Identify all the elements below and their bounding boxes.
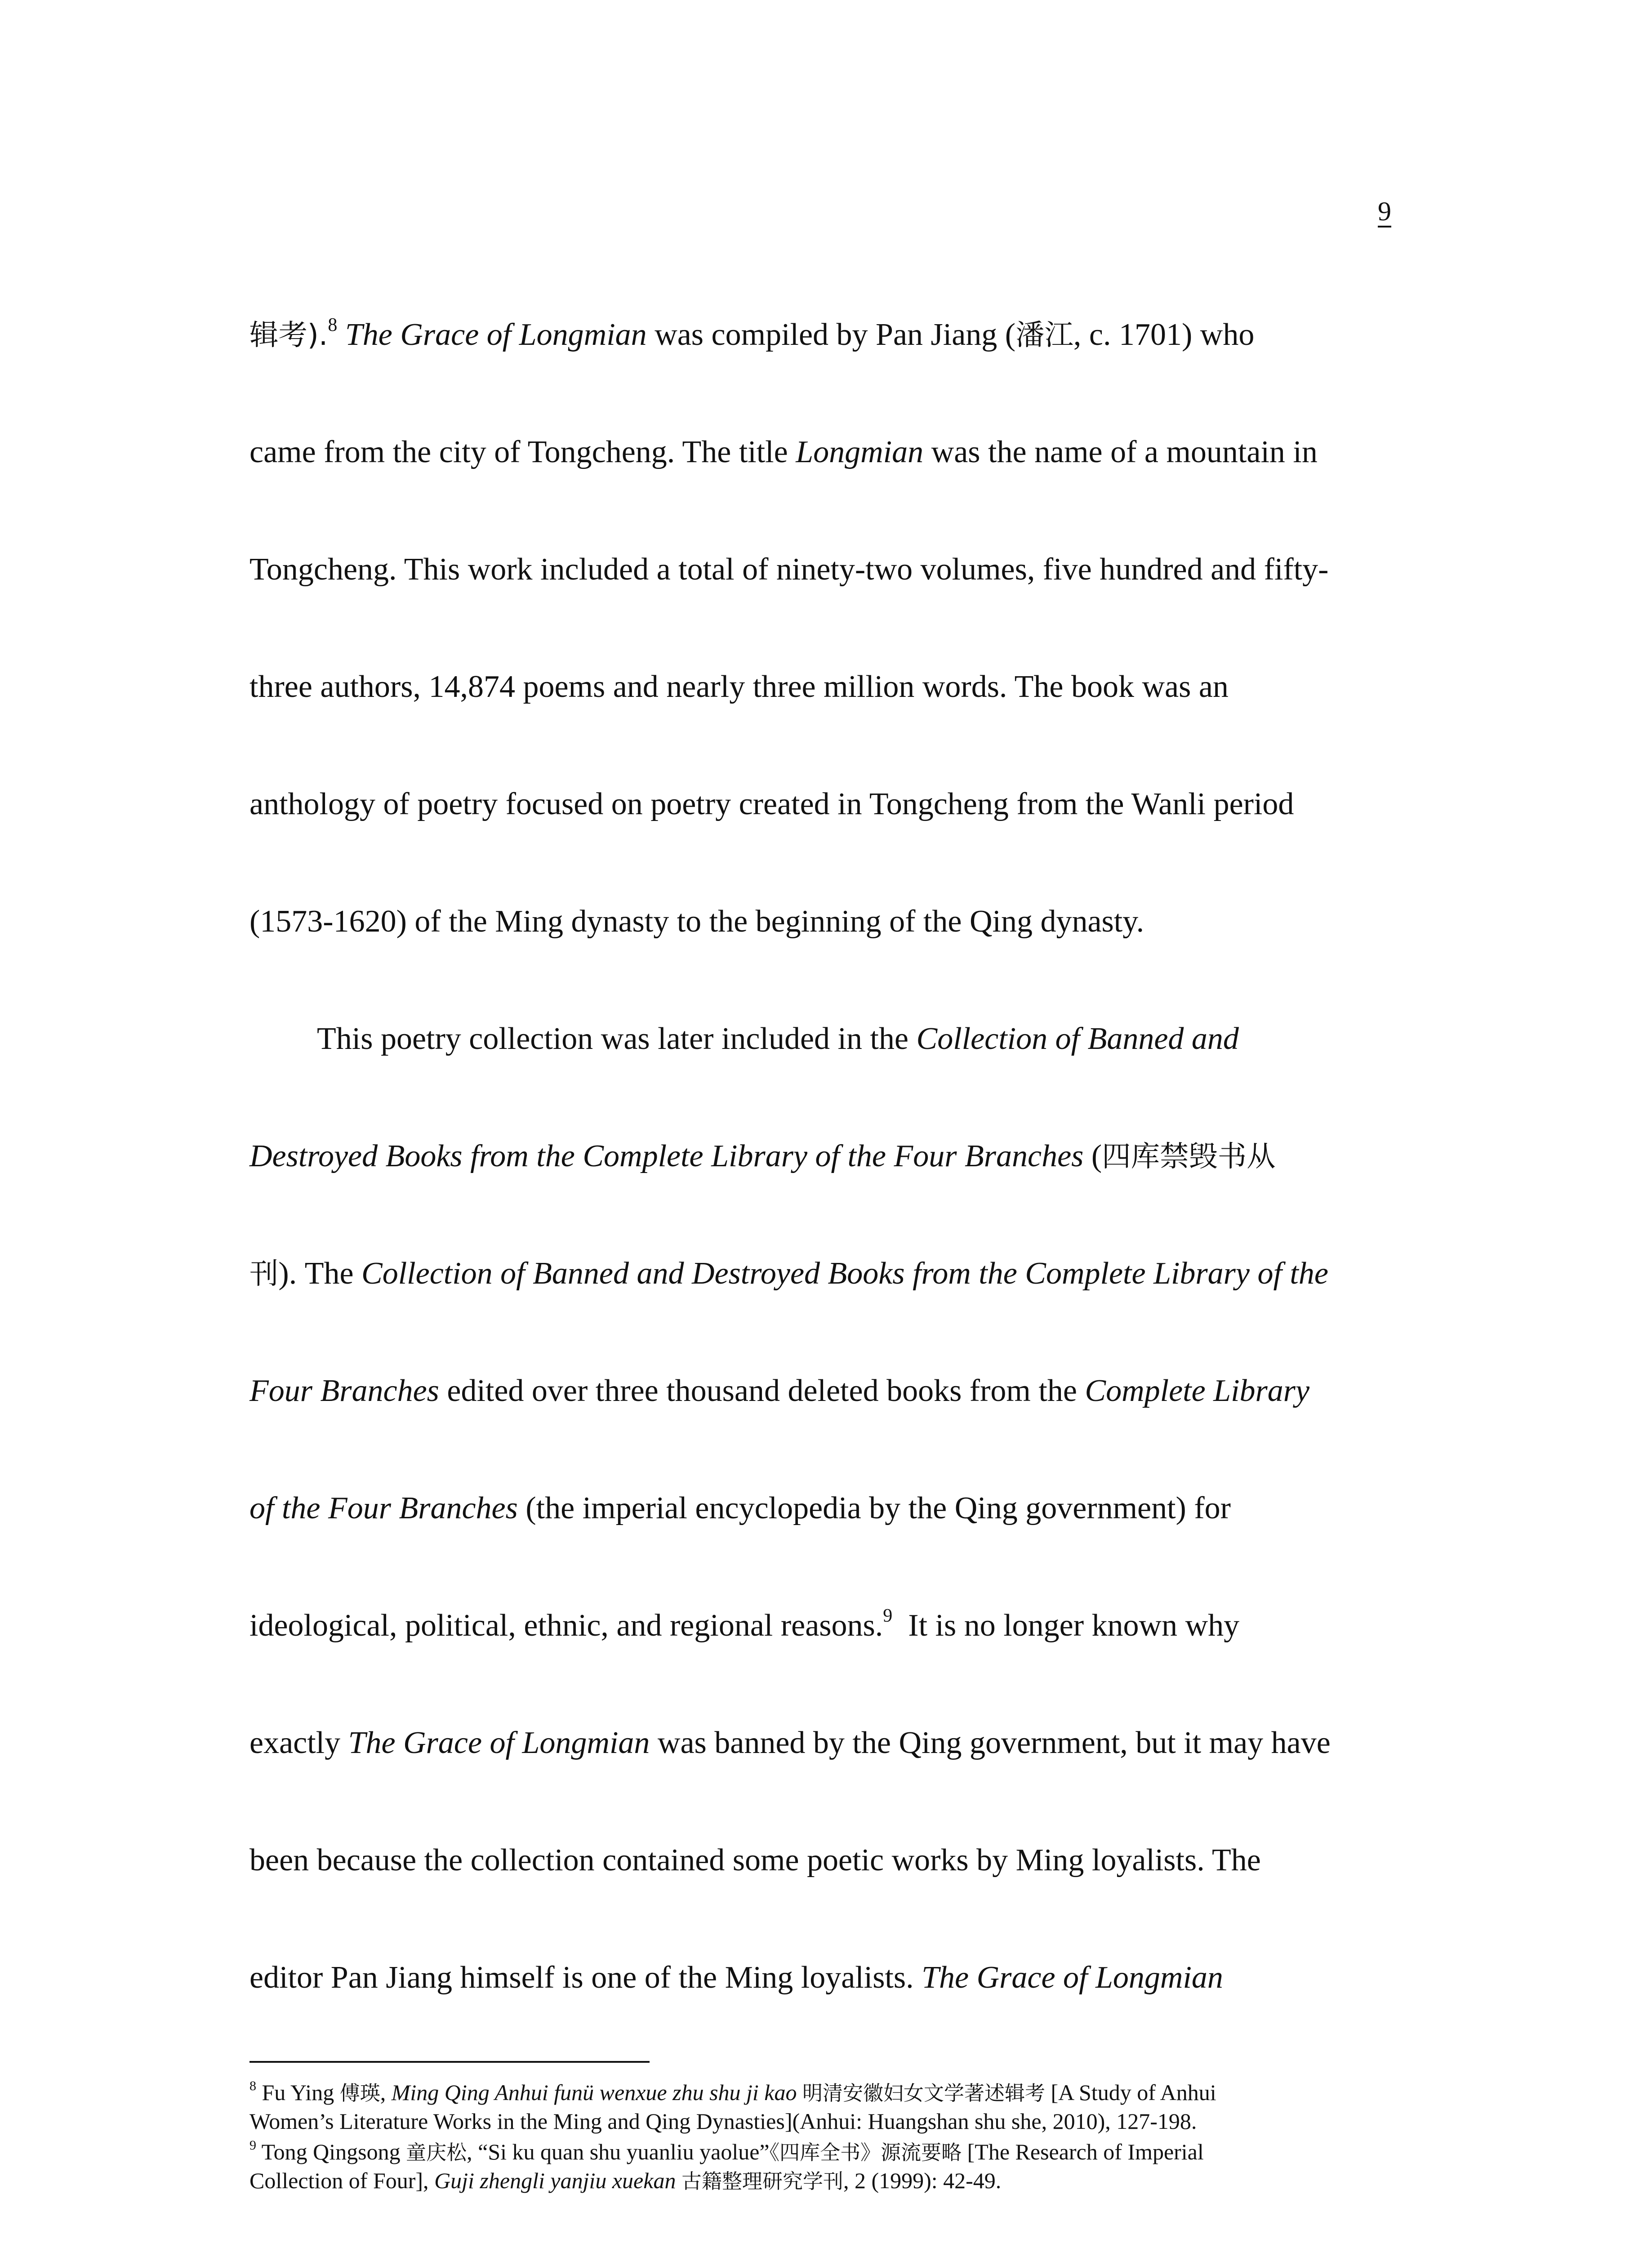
chinese-title: 古籍整理研究学刊 xyxy=(681,2169,843,2193)
body-line-9 xyxy=(249,1253,1328,1294)
body-text: exactly xyxy=(249,1726,348,1760)
footnote-ref-8: 8 xyxy=(328,315,338,336)
book-title: Ming Qing Anhui funü wenxue zhu shu ji kao xyxy=(391,2080,797,2105)
page-number: 9 xyxy=(1378,196,1391,226)
body-text: was the name of a mountain in xyxy=(923,435,1318,469)
body-line-1 xyxy=(249,315,1254,356)
body-text: 辑考). xyxy=(249,318,328,352)
book-title: The Grace of Longmian xyxy=(345,317,647,352)
body-text: anthology of poetry focused on poetry created in Tongcheng from the Wanli period xyxy=(249,787,1294,821)
journal-title: Guji zhengli yanjiu xuekan xyxy=(434,2168,676,2193)
body-line-8 xyxy=(249,1136,1276,1177)
body-line-4 xyxy=(249,667,1229,707)
footnote-text: , “Si ku quan shu yuanliu yaolue” xyxy=(467,2139,770,2164)
footnote-marker: 9 xyxy=(249,2137,256,2153)
footnote-separator xyxy=(249,2061,650,2063)
chinese-title: 明清安徽妇女文学著述辑考 xyxy=(802,2081,1046,2105)
chinese-title: 刊 xyxy=(249,1257,279,1291)
footnote-9-line-1 xyxy=(249,2137,1204,2167)
footnote-text: Collection of Four], xyxy=(249,2168,435,2193)
footnote-marker: 8 xyxy=(249,2078,256,2093)
footnote-ref-9: 9 xyxy=(883,1606,893,1627)
body-text: (the imperial encyclopedia by the Qing government) for xyxy=(517,1491,1231,1525)
footnote-text: Fu Ying xyxy=(256,2080,340,2105)
body-text: ideological, political, ethnic, and regional reasons. xyxy=(249,1608,883,1643)
book-title: Destroyed Books from the Complete Library of the Four Branches xyxy=(249,1139,1084,1173)
body-line-2 xyxy=(249,432,1318,473)
body-text: It is no longer known why xyxy=(892,1608,1240,1643)
body-text: been because the collection contained some poetic works by Ming loyalists. The xyxy=(249,1843,1261,1878)
book-title: Four Branches xyxy=(249,1374,439,1408)
body-line-12 xyxy=(249,1606,1239,1646)
body-text: Tongcheng. This work included a total of ninety-two volumes, five hundred and fifty- xyxy=(249,552,1329,587)
body-text: was compiled by Pan Jiang ( xyxy=(646,317,1016,352)
body-text: This poetry collection was later included in the xyxy=(317,1021,917,1056)
chinese-title: 《四库全书》源流要略 xyxy=(769,2141,962,2164)
footnote-text: [A Study of Anhui xyxy=(1045,2080,1216,2105)
body-text: (1573-1620) of the Ming dynasty to the beginning of the Qing dynasty. xyxy=(249,904,1144,939)
chinese-name: 傅瑛 xyxy=(339,2081,380,2105)
book-title: Longmian xyxy=(796,435,924,469)
body-text: three authors, 14,874 poems and nearly three million words. The book was an xyxy=(249,669,1229,704)
book-title: The Grace of Longmian xyxy=(922,1960,1223,1995)
body-text: editor Pan Jiang himself is one of the Ming loyalists. xyxy=(249,1960,922,1995)
body-text xyxy=(337,317,345,352)
book-title: Complete Library xyxy=(1085,1374,1310,1408)
book-title: Collection of Banned and Destroyed Books from the Complete Library of the xyxy=(361,1256,1328,1291)
book-title: of the Four Branches xyxy=(249,1491,518,1525)
body-line-6 xyxy=(249,901,1144,942)
body-line-14 xyxy=(249,1840,1261,1881)
body-line-7 xyxy=(317,1019,1239,1059)
chinese-name: 潘江 xyxy=(1015,318,1073,352)
footnote-text xyxy=(797,2080,803,2105)
footnote-text: , 2 (1999): 42-49. xyxy=(843,2168,1002,2193)
body-line-15 xyxy=(249,1958,1223,1998)
body-line-11 xyxy=(249,1488,1231,1529)
body-line-10 xyxy=(249,1371,1309,1411)
body-line-3 xyxy=(249,549,1328,590)
body-line-13 xyxy=(249,1723,1331,1763)
body-text: , c. 1701) who xyxy=(1073,317,1255,352)
book-title: The Grace of Longmian xyxy=(348,1726,650,1760)
footnote-9-line-2 xyxy=(249,2166,1001,2196)
footnote-8-line-2 xyxy=(249,2107,1197,2136)
footnote-text: , xyxy=(380,2080,392,2105)
book-title: Collection of Banned and xyxy=(916,1021,1239,1056)
chinese-name: 童庆松 xyxy=(406,2141,467,2164)
body-text: was banned by the Qing government, but it may have xyxy=(650,1726,1331,1760)
body-text: came from the city of Tongcheng. The title xyxy=(249,435,796,469)
body-text: ( xyxy=(1083,1139,1102,1173)
footnote-text: [The Research of Imperial xyxy=(962,2139,1204,2164)
footnote-text xyxy=(676,2168,681,2193)
body-line-5 xyxy=(249,784,1294,825)
body-text: ). The xyxy=(278,1256,362,1291)
body-text: edited over three thousand deleted books from the xyxy=(439,1374,1085,1408)
footnote-text: Women’s Literature Works in the Ming and Qing Dynasties](Anhui: Huangshan shu she, 2010), 127-198. xyxy=(249,2109,1197,2134)
footnote-8-line-1 xyxy=(249,2078,1216,2108)
footnote-text: Tong Qingsong xyxy=(256,2139,406,2164)
chinese-title: 四库禁毁书从 xyxy=(1102,1140,1276,1173)
